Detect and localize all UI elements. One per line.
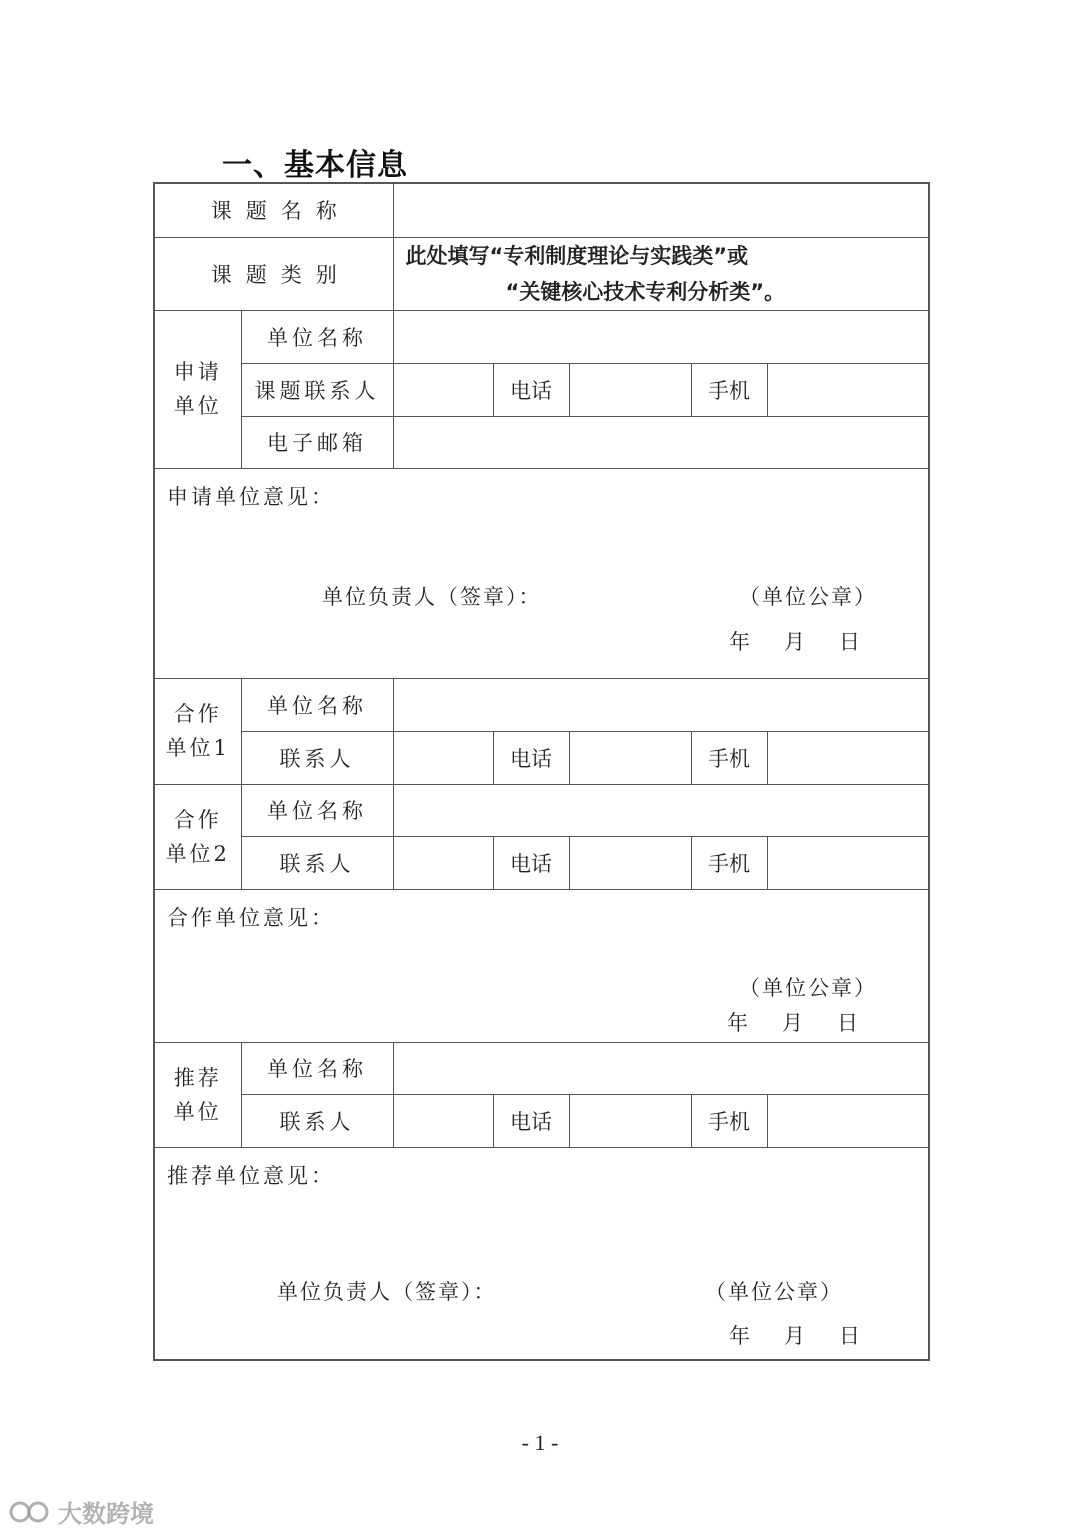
applicant-contact-field[interactable] [393,363,493,416]
applicant-mobile-label: 手机 [691,363,767,416]
applicant-date [729,626,860,656]
applicant-opinion-title: 申请单位意见： [167,484,335,509]
applicant-date-year: 年 [729,629,750,654]
partner2-mobile-field[interactable] [767,836,929,889]
applicant-phone-field[interactable] [569,363,691,416]
project-name-field[interactable] [393,183,929,237]
recommender-group-line1: 推荐 [173,1065,222,1090]
partner1-group-label [154,678,241,784]
applicant-date-month: 月 [784,629,805,654]
partner2-phone-label: 电话 [493,836,569,889]
partner-date-day: 日 [837,1010,858,1035]
project-type-label: 课题类别 [154,237,393,310]
partner-seal-label: （单位公章） [739,975,877,1000]
applicant-phone-label: 电话 [493,363,569,416]
page-number: - 1 - [521,1430,559,1455]
partner-date-year: 年 [727,1010,748,1035]
recommender-date-day: 日 [839,1323,860,1348]
recommender-group-line2: 单位 [173,1099,222,1124]
project-type-note-line1: 此处填写“专利制度理论与实践类”或 [405,243,749,268]
applicant-seal-label: （单位公章） [739,584,877,609]
recommender-phone-field[interactable] [569,1094,691,1147]
partner2-unit-name-label: 单位名称 [241,784,393,836]
project-type-note-line2: “关键核心技术专利分析类”。 [505,279,786,304]
partner-date-month: 月 [782,1010,803,1035]
partner1-phone-label: 电话 [493,731,569,784]
recommender-opinion-title: 推荐单位意见： [167,1163,335,1188]
applicant-signer-label: 单位负责人（签章）： [322,584,542,609]
recommender-group-label [154,1042,241,1147]
watermark-logo-icon [8,1500,52,1524]
partner2-unit-name-field[interactable] [393,784,929,836]
partner2-group-line1: 合作 [173,807,222,832]
recommender-unit-name-field[interactable] [393,1042,929,1094]
applicant-group-line1: 申请 [173,360,222,384]
applicant-unit-name-field[interactable] [393,310,929,363]
partner1-mobile-label: 手机 [691,731,767,784]
recommender-contact-label: 联系人 [241,1094,393,1147]
partner2-group-label [154,784,241,889]
partner1-contact-field[interactable] [393,731,493,784]
watermark [8,1494,154,1529]
partner1-unit-name-label: 单位名称 [241,678,393,731]
recommender-mobile-label: 手机 [691,1094,767,1147]
partner1-contact-label: 联系人 [241,731,393,784]
applicant-unit-name-label: 单位名称 [241,310,393,363]
recommender-seal-label: （单位公章） [705,1279,843,1304]
applicant-date-day: 日 [839,629,860,654]
project-type-field[interactable] [393,237,929,310]
recommender-phone-label: 电话 [493,1094,569,1147]
recommender-opinion-box[interactable] [154,1147,929,1360]
applicant-group-label [154,310,241,468]
partner1-group-line1: 合作 [173,702,222,726]
applicant-contact-label: 课题联系人 [241,363,393,416]
partner1-mobile-field[interactable] [767,731,929,784]
basic-info-form [153,182,930,1361]
partner2-mobile-label: 手机 [691,836,767,889]
partner1-unit-name-field[interactable] [393,678,929,731]
recommender-unit-name-label: 单位名称 [241,1042,393,1094]
partner1-phone-field[interactable] [569,731,691,784]
applicant-email-label: 电子邮箱 [241,416,393,468]
section-title: 一、基本信息 [222,148,408,183]
applicant-mobile-field[interactable] [767,363,929,416]
recommender-contact-field[interactable] [393,1094,493,1147]
applicant-group-line2: 单位 [173,394,222,418]
recommender-date-year: 年 [729,1323,750,1348]
partner-date [727,1007,858,1037]
recommender-mobile-field[interactable] [767,1094,929,1147]
applicant-email-field[interactable] [393,416,929,468]
recommender-date-month: 月 [784,1323,805,1348]
partner2-group-line2: 单位2 [165,841,230,866]
partner1-group-line2: 单位1 [165,736,230,760]
partner-opinion-box[interactable] [154,889,929,1042]
recommender-date [729,1320,860,1350]
partner2-phone-field[interactable] [569,836,691,889]
recommender-signer-label: 单位负责人（签章）： [277,1279,497,1304]
watermark-text: 大数跨境 [58,1500,154,1528]
partner2-contact-field[interactable] [393,836,493,889]
partner-opinion-title: 合作单位意见： [167,905,335,930]
partner2-contact-label: 联系人 [241,836,393,889]
applicant-opinion-box[interactable] [154,468,929,678]
project-name-label: 课题名称 [154,183,393,237]
